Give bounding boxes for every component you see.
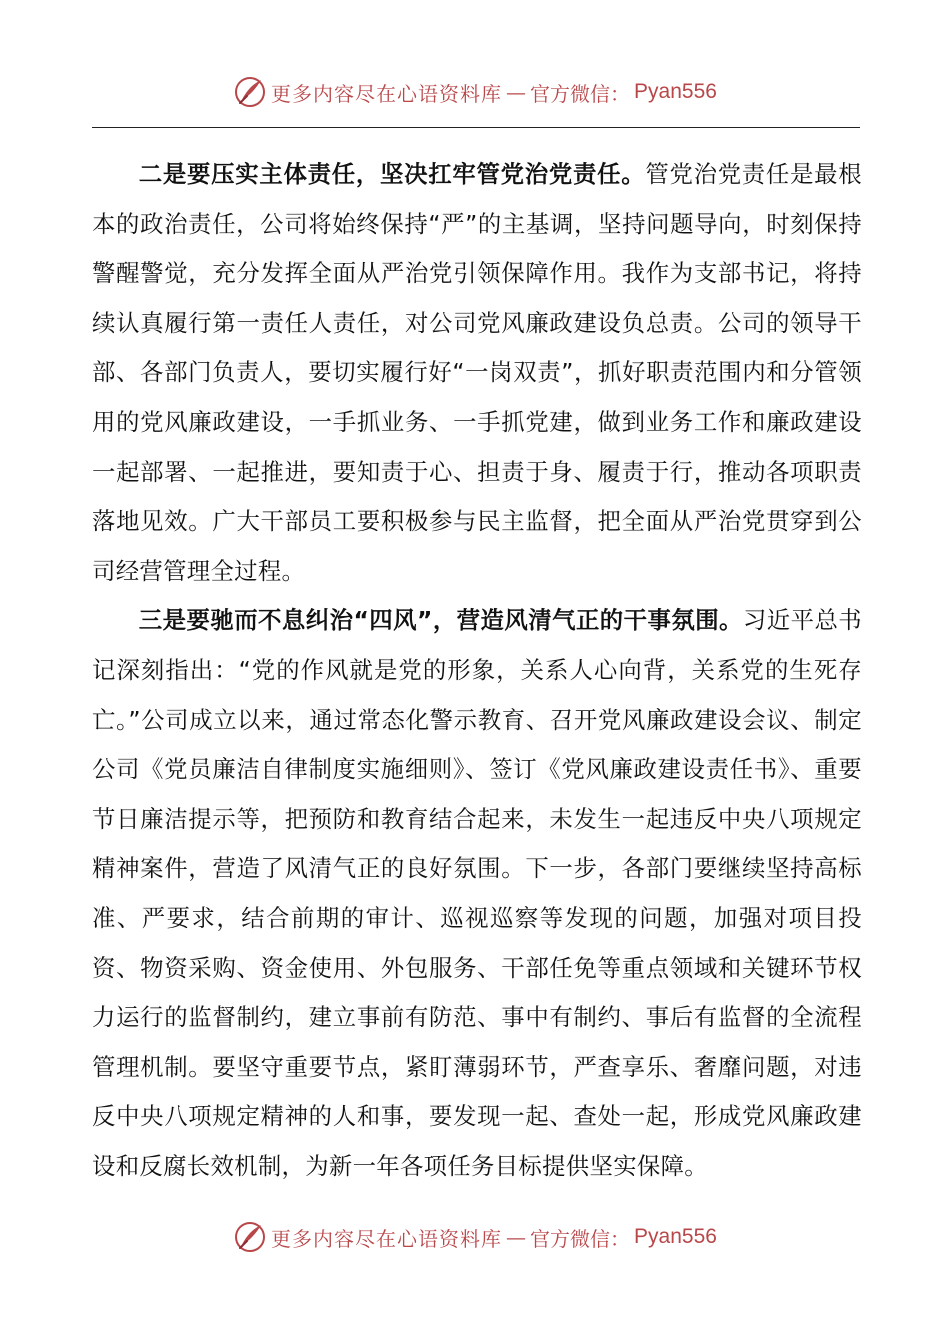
header-banner: [0, 72, 950, 112]
banner-wechat-label: 官方微信：: [530, 81, 631, 106]
banner-wechat-id: Pyan556: [634, 1225, 717, 1248]
banner-separator: —: [506, 1225, 527, 1249]
banner-slogan: 更多内容尽在心语资料库: [271, 1226, 503, 1251]
quill-feather-logo-icon: [233, 1220, 267, 1254]
banner-separator: —: [506, 80, 527, 104]
paragraph-lead: 二是要压实主体责任，坚决扛牢管党治党责任。: [138, 160, 646, 188]
paragraph-text: 习近平总书记深刻指出：“党的作风就是党的形象，关系人心向背，关系党的生死存亡。”公司成立以来，通过常态化警示教育、召开党风廉政建设会议、制定公司《党员廉洁自律制度实施细则》、签订《党风廉政建设责任书》、重要节日廉洁提示等，把预防和教育结合起来，未发生一起违反中央八项规定精神案件，营造了风清气正的良好氛围。下一步，各部门要继续坚持高标准、严要求，结合前期的审计、巡视巡察等发现的问题，加强对项目投资、物资采购、资金使用、外包服务、干部任免等重点领域和关键环节权力运行的监督制约，建立事前有防范、事中有制约、事后有监督的全流程管理机制。要坚守重要节点，紧盯薄弱环节，严查享乐、奢靡问题，对违反中央八项规定精神的人和事，要发现一起、查处一起，形成党风廉政建设和反腐长效机制，为新一年各项任务目标提供坚实保障。: [92, 606, 863, 1180]
paragraph-3: [92, 596, 862, 1191]
quill-feather-logo-icon: [233, 75, 267, 109]
document-body: [92, 150, 862, 1191]
paragraph-2: [92, 150, 862, 596]
header-divider: [92, 127, 860, 128]
footer-banner: [0, 1217, 950, 1257]
banner-wechat-label: 官方微信：: [530, 1226, 631, 1251]
banner-slogan: 更多内容尽在心语资料库: [271, 81, 503, 106]
paragraph-lead: 三是要驰而不息纠治“四风”，营造风清气正的干事氛围。: [138, 606, 743, 635]
paragraph-text: 管党治党责任是最根本的政治责任，公司将始终保持“严”的主基调，坚持问题导向，时刻保持警醒警觉，充分发挥全面从严治党引领保障作用。我作为支部书记，将持续认真履行第一责任人责任，对公司党风廉政建设负总责。公司的领导干部、各部门负责人，要切实履行好“一岗双责”，抓好职责范围内和分管领用的党风廉政建设，一手抓业务、一手抓党建，做到业务工作和廉政建设一起部署、一起推进，要知责于心、担责于身、履责于行，推动各项职责落地见效。广大干部员工要积极参与民主监督，把全面从严治党贯穿到公司经营管理全过程。: [92, 160, 862, 585]
banner-wechat-id: Pyan556: [634, 80, 717, 103]
